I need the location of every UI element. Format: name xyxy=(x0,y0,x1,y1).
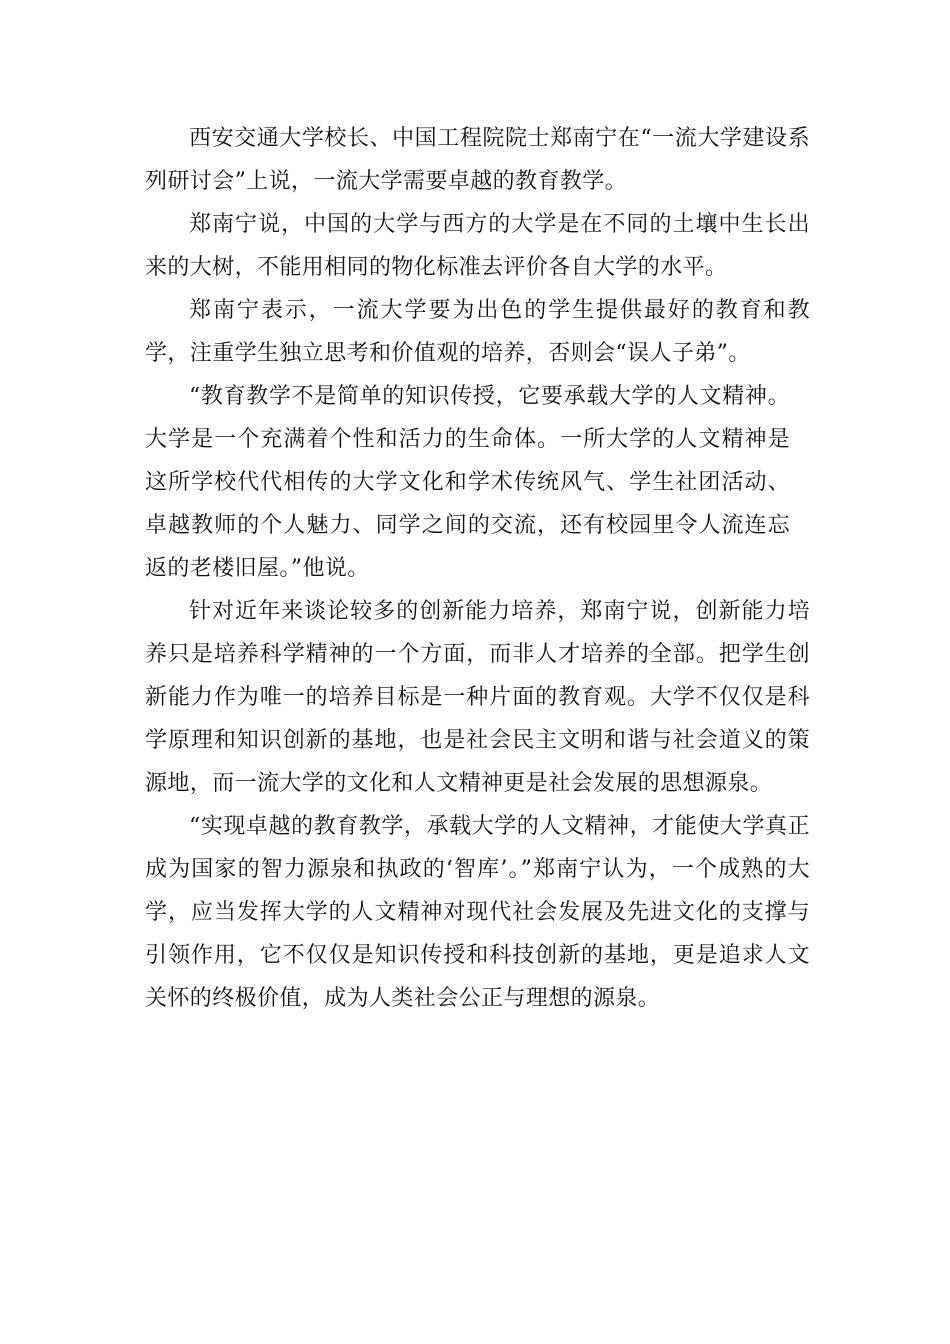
paragraph-2: 郑南宁说，中国的大学与西方的大学是在不同的土壤中生长出来的大树，不能用相同的物化标准去评价各自大学的水平。 xyxy=(145,212,810,280)
paragraph-4: “教育教学不是简单的知识传授，它要承载大学的人文精神。大学是一个充满着个性和活力的生命体。一所大学的人文精神是这所学校代代相传的大学文化和学术传统风气、学生社团活动、卓越教师的个人魅力、同学之间的交流，还有校园里令人流连忘返的老楼旧屋。”他说。 xyxy=(145,384,790,581)
paragraph-6: “实现卓越的教育教学，承载大学的人文精神，才能使大学真正成为国家的智力源泉和执政的‘智库’。”郑南宁认为，一个成熟的大学，应当发挥大学的人文精神对现代社会发展及先进文化的支撑与引领作用，它不仅仅是知识传授和科技创新的基地，更是追求人文关怀的终极价值，成为人类社会公正与理想的源泉。 xyxy=(145,814,810,1011)
paragraph-3: 郑南宁表示，一流大学要为出色的学生提供最好的教育和教学，注重学生独立思考和价值观的培养，否则会“误人子弟”。 xyxy=(145,298,810,366)
paragraph-5: 针对近年来谈论较多的创新能力培养，郑南宁说，创新能力培养只是培养科学精神的一个方面，而非人才培养的全部。把学生创新能力作为唯一的培养目标是一种片面的教育观。大学不仅仅是科学原理和知识创新的基地，也是社会民主文明和谐与社会道义的策源地，而一流大学的文化和人文精神更是社会发展的思想源泉。 xyxy=(145,599,810,796)
article-body xyxy=(145,117,810,1020)
paragraph-1: 西安交通大学校长、中国工程院院士郑南宁在“一流大学建设系列研讨会”上说，一流大学需要卓越的教育教学。 xyxy=(145,126,810,194)
